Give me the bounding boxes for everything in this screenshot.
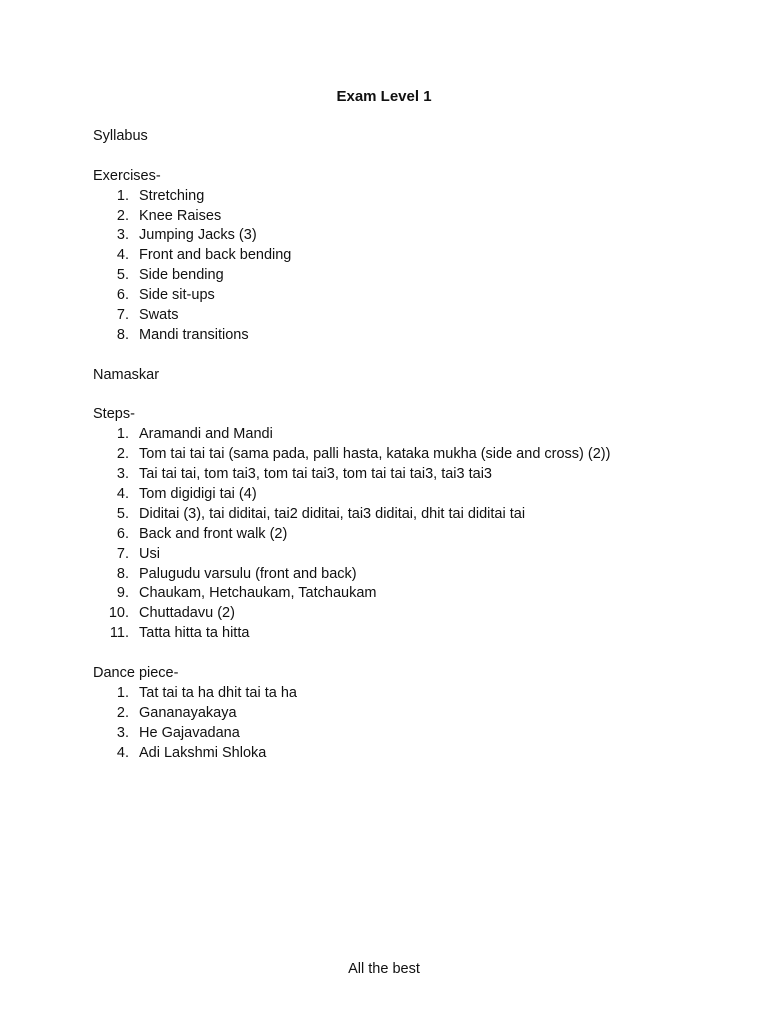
list-item — [93, 207, 713, 227]
item-number: 5. — [116, 267, 129, 284]
item-text: Tatta hitta ta hitta — [139, 625, 250, 642]
item-number: 8. — [116, 326, 129, 343]
item-number: 7. — [116, 545, 129, 562]
list-item — [93, 724, 713, 744]
item-text: Palugudu varsulu (front and back) — [139, 565, 357, 582]
item-number: 8. — [116, 565, 129, 582]
list-item — [93, 226, 713, 246]
item-number: 3. — [116, 724, 129, 741]
list-item — [93, 187, 713, 207]
dance-piece-list — [93, 684, 713, 764]
dance-piece-heading: Dance piece- — [93, 665, 179, 682]
item-number: 3. — [116, 227, 129, 244]
item-number: 3. — [116, 466, 129, 483]
item-number: 4. — [116, 247, 129, 264]
item-text: Side bending — [139, 267, 224, 284]
steps-heading: Steps- — [93, 406, 135, 423]
item-text: Front and back bending — [139, 247, 292, 264]
item-number: 5. — [116, 505, 129, 522]
item-text: Chuttadavu (2) — [139, 605, 235, 622]
item-number: 9. — [116, 585, 129, 602]
item-text: Tat tai ta ha dhit tai ta ha — [139, 684, 297, 701]
item-text: Stretching — [139, 187, 205, 204]
item-text: Mandi transitions — [139, 326, 249, 343]
item-text: Adi Lakshmi Shloka — [139, 744, 267, 761]
list-item — [93, 565, 713, 585]
item-number: 1. — [116, 187, 129, 204]
item-text: Gananayakaya — [139, 704, 237, 721]
item-number: 11. — [109, 625, 129, 642]
list-item — [93, 465, 713, 485]
item-number: 2. — [116, 446, 129, 463]
item-number: 6. — [116, 287, 129, 304]
item-number: 2. — [116, 207, 129, 224]
item-number: 4. — [116, 486, 129, 503]
list-item — [93, 744, 713, 764]
list-item — [93, 624, 713, 644]
list-item — [93, 445, 713, 465]
list-item — [93, 684, 713, 704]
list-item — [93, 525, 713, 545]
item-text: Tai tai tai, tom tai3, tom tai tai3, tom tai tai tai3, tai3 tai3 — [139, 466, 492, 483]
list-item — [93, 425, 713, 445]
item-text: Aramandi and Mandi — [139, 426, 273, 443]
item-text: Knee Raises — [139, 207, 222, 224]
item-text: Diditai (3), tai diditai, tai2 diditai, tai3 diditai, dhit tai diditai tai — [139, 505, 526, 522]
list-item — [93, 604, 713, 624]
list-item — [93, 326, 713, 346]
list-item — [93, 246, 713, 266]
namaskar-heading: Namaskar — [93, 366, 160, 383]
item-text: Tom tai tai tai (sama pada, palli hasta, kataka mukha (side and cross) (2)) — [139, 446, 611, 463]
list-item — [93, 545, 713, 565]
steps-list — [93, 425, 713, 644]
item-text: He Gajavadana — [139, 724, 240, 741]
footer-text: All the best — [348, 961, 420, 977]
item-text: Jumping Jacks (3) — [139, 227, 257, 244]
item-text: Swats — [139, 307, 179, 324]
item-text: Back and front walk (2) — [139, 525, 288, 542]
syllabus-content — [93, 127, 713, 764]
item-text: Chaukam, Hetchaukam, Tatchaukam — [139, 585, 377, 602]
item-text: Tom digidigi tai (4) — [139, 486, 257, 503]
item-number: 2. — [116, 704, 129, 721]
exercises-heading: Exercises- — [93, 167, 161, 184]
item-number: 7. — [116, 307, 129, 324]
list-item — [93, 286, 713, 306]
list-item — [93, 306, 713, 326]
syllabus-label: Syllabus — [93, 128, 148, 144]
list-item — [93, 704, 713, 724]
item-number: 1. — [116, 426, 129, 443]
item-text: Usi — [139, 545, 160, 562]
item-number: 10. — [108, 605, 129, 622]
item-number: 6. — [116, 525, 129, 542]
list-item — [93, 584, 713, 604]
list-item — [93, 505, 713, 525]
item-number: 4. — [116, 744, 129, 761]
list-item — [93, 485, 713, 505]
page-title: Exam Level 1 — [336, 88, 432, 105]
exercises-list — [93, 187, 713, 346]
item-number: 1. — [116, 684, 129, 701]
list-item — [93, 266, 713, 286]
item-text: Side sit-ups — [139, 287, 215, 304]
